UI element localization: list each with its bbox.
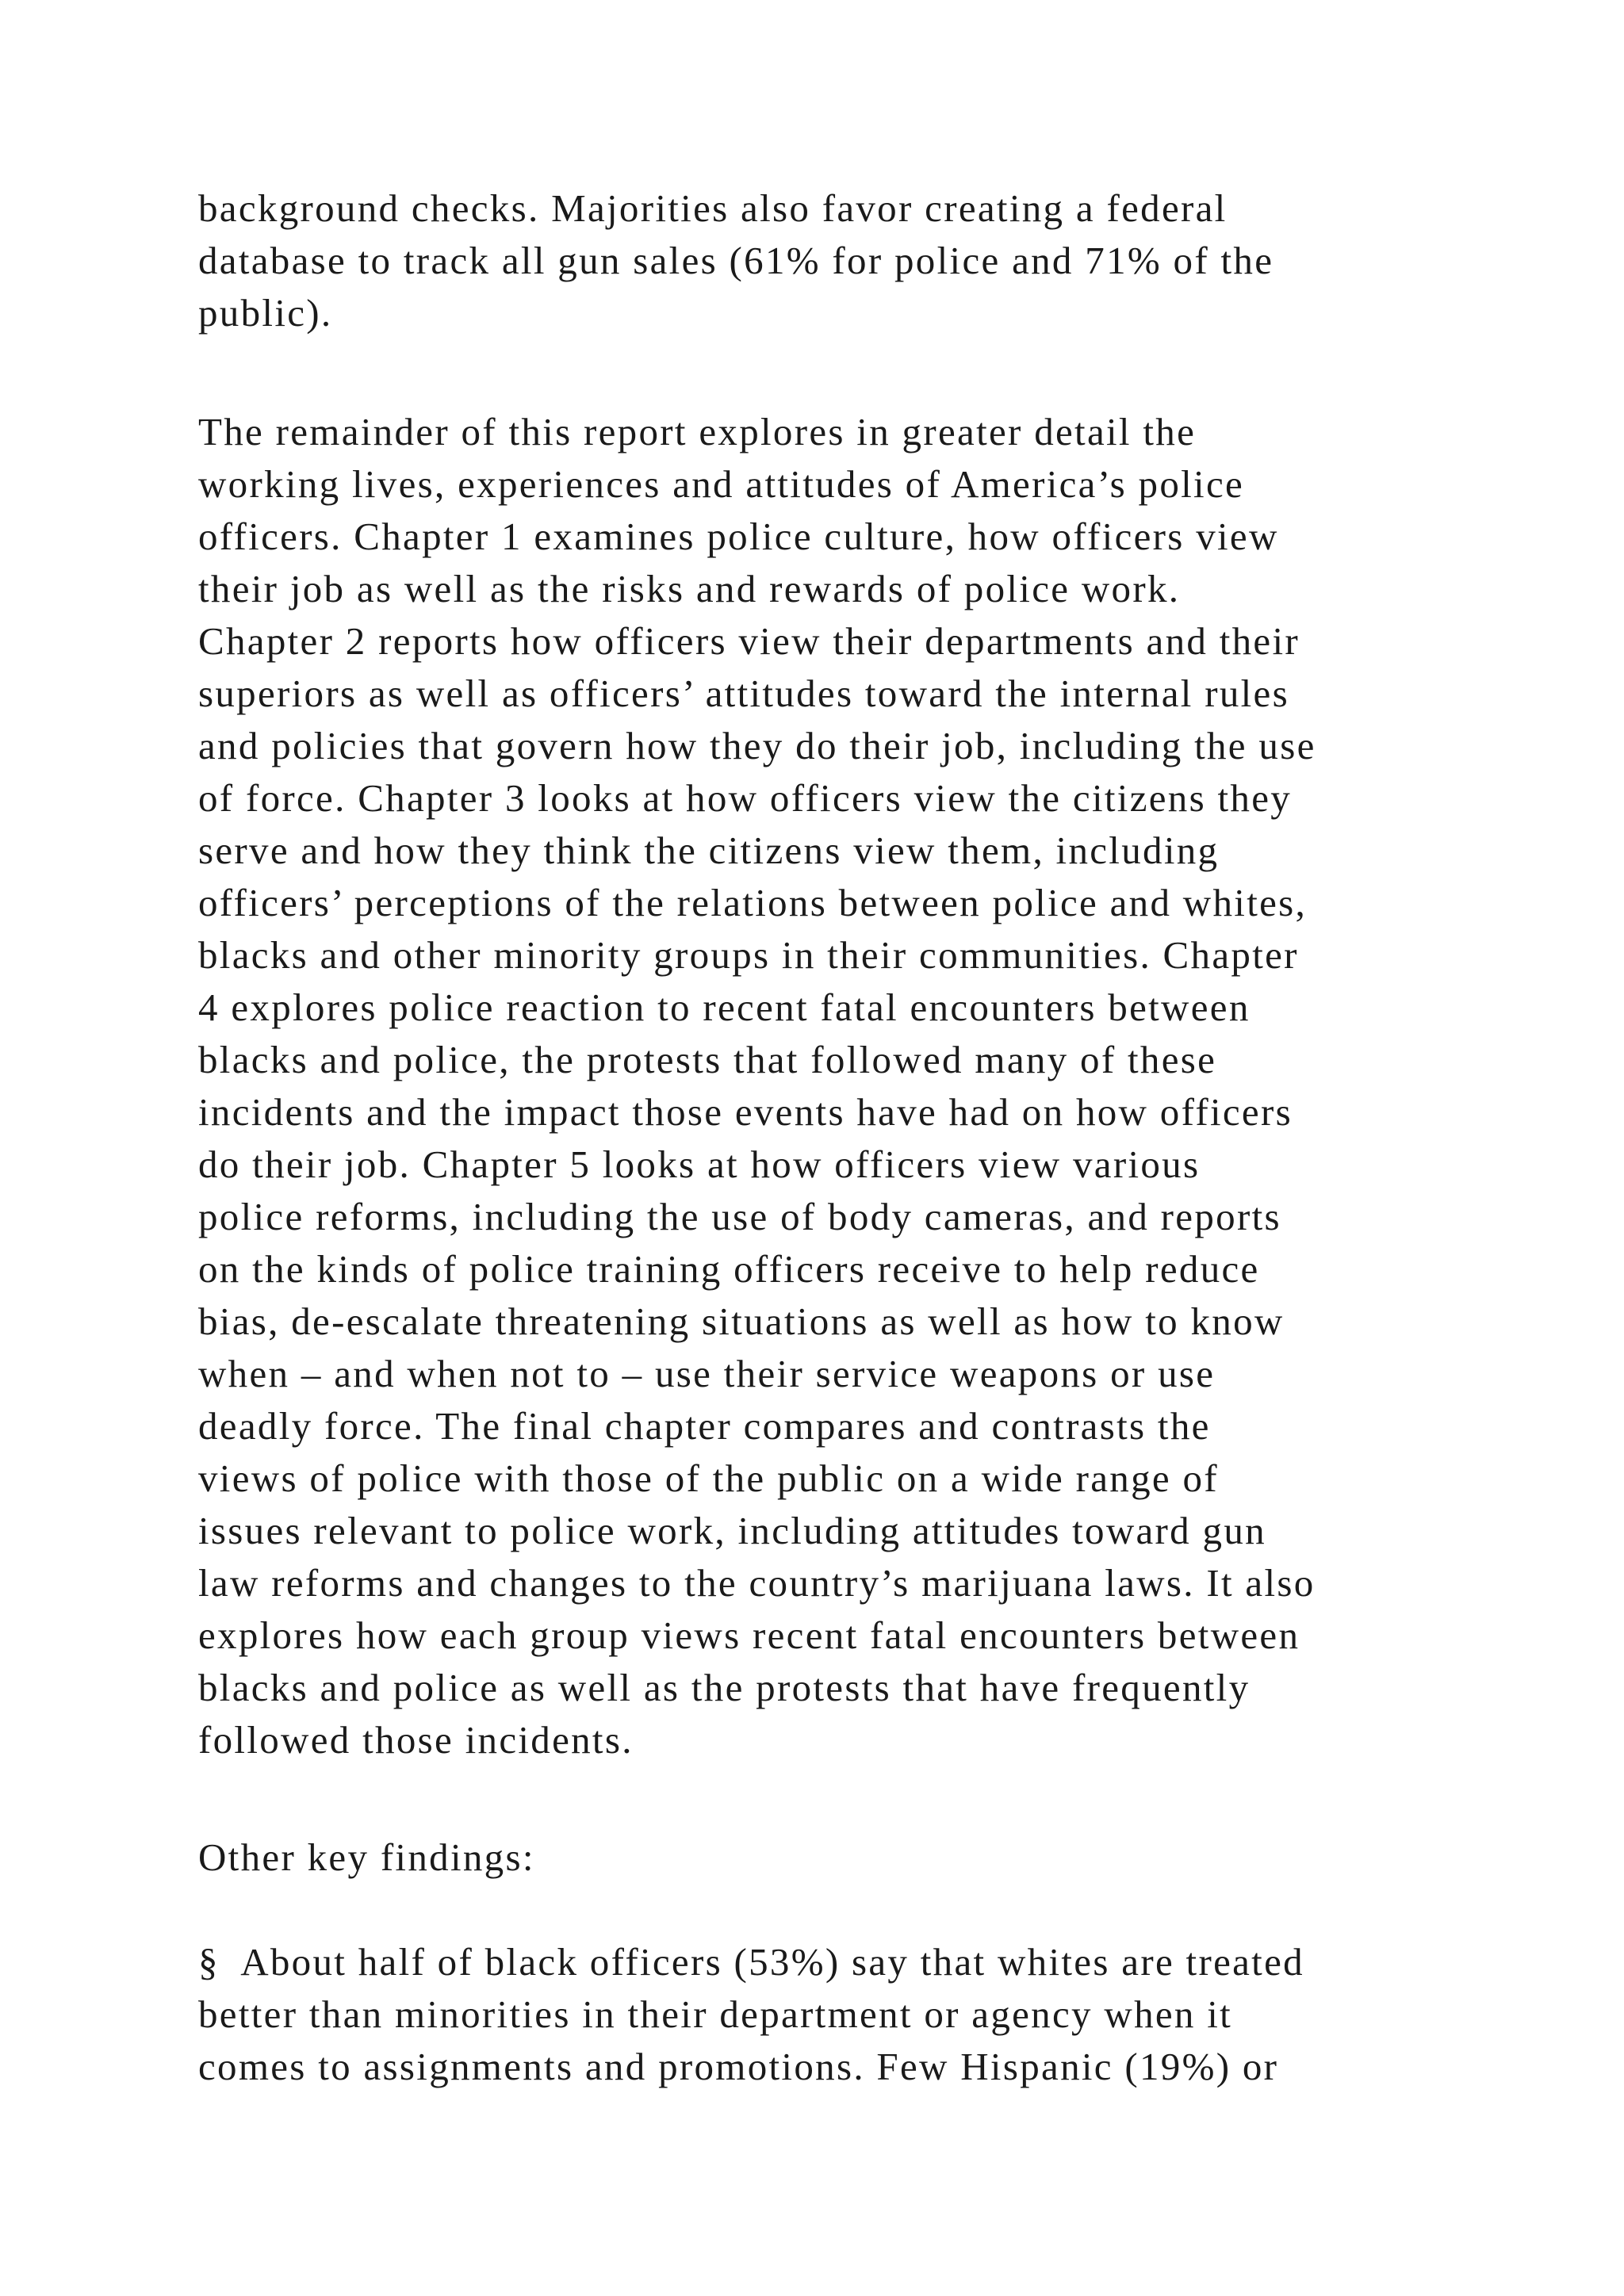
text-line: background checks. Majorities also favor creating a federal	[198, 186, 1228, 230]
text-line: and policies that govern how they do their job, including the use	[198, 724, 1316, 767]
text-line: when – and when not to – use their service weapons or use	[198, 1352, 1216, 1395]
text-line: The remainder of this report explores in greater detail the	[198, 410, 1197, 453]
text-line: serve and how they think the citizens view them, including	[198, 828, 1220, 872]
paragraph-gun-database	[198, 182, 1530, 339]
text-line: 4 explores police reaction to recent fatal encounters between	[198, 985, 1251, 1029]
paragraph-bullet-black-officers	[198, 1936, 1530, 2093]
text-line: blacks and other minority groups in their communities. Chapter	[198, 933, 1299, 977]
text-line: superiors as well as officers’ attitudes toward the internal rules	[198, 672, 1289, 715]
text-line: public).	[198, 291, 333, 335]
text-line: blacks and police as well as the protests that have frequently	[198, 1666, 1251, 1709]
text-line: working lives, experiences and attitudes of America’s police	[198, 462, 1245, 506]
text-line: followed those incidents.	[198, 1718, 634, 1762]
text-line: better than minorities in their department or agency when it	[198, 1992, 1233, 2036]
text-line: do their job. Chapter 5 looks at how officers view various	[198, 1142, 1201, 1186]
text-line: blacks and police, the protests that followed many of these	[198, 1038, 1217, 1081]
text-line: on the kinds of police training officers receive to help reduce	[198, 1247, 1260, 1291]
text-line: database to track all gun sales (61% for police and 71% of the	[198, 239, 1274, 282]
text-line: incidents and the impact those events have had on how officers	[198, 1090, 1293, 1134]
text-line: police reforms, including the use of body cameras, and reports	[198, 1195, 1281, 1238]
paragraph-key-findings-heading	[198, 1831, 1530, 1884]
text-line: Other key findings:	[198, 1835, 535, 1879]
text-line: deadly force. The final chapter compares and contrasts the	[198, 1404, 1211, 1448]
text-line: explores how each group views recent fatal encounters between	[198, 1613, 1300, 1657]
text-line: their job as well as the risks and rewards of police work.	[198, 567, 1181, 610]
text-line: of force. Chapter 3 looks at how officers view the citizens they	[198, 776, 1293, 820]
text-line: law reforms and changes to the country’s marijuana laws. It also	[198, 1561, 1316, 1605]
text-line: officers’ perceptions of the relations between police and whites,	[198, 881, 1308, 924]
paragraph-report-overview	[198, 406, 1530, 1766]
text-line: Chapter 2 reports how officers view their departments and their	[198, 619, 1300, 663]
text-line: bias, de-escalate threatening situations as well as how to know	[198, 1299, 1285, 1343]
text-line: comes to assignments and promotions. Few Hispanic (19%) or	[198, 2045, 1279, 2088]
text-line: officers. Chapter 1 examines police culture, how officers view	[198, 515, 1279, 558]
text-line: issues relevant to police work, including attitudes toward gun	[198, 1509, 1266, 1552]
text-line: views of police with those of the public on a wide range of	[198, 1456, 1219, 1500]
text-line: § About half of black officers (53%) say that whites are treated	[198, 1940, 1304, 1984]
